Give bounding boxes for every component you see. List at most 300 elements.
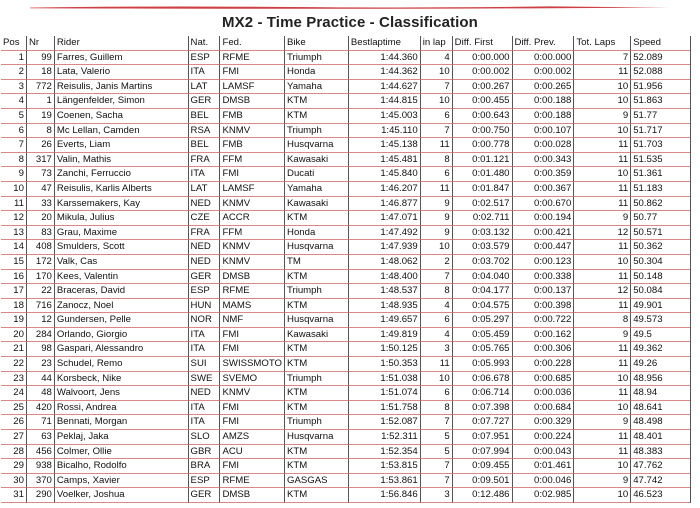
cell-diff-prev: 0:00.137 [512, 284, 574, 299]
cell-bestlaptime: 1:45.003 [348, 109, 420, 124]
table-row [1, 415, 700, 430]
cell-rider: Grau, Maxime [54, 226, 188, 241]
cell-pos: 19 [1, 313, 26, 328]
cell-nr: 938 [26, 459, 54, 474]
cell-pos: 8 [1, 153, 26, 168]
cell-fed: FMB [219, 138, 284, 153]
cell-rider: Gundersen, Pelle [54, 313, 188, 328]
cell-in-lap: 7 [420, 474, 452, 489]
header-rider: Rider [54, 36, 188, 51]
cell-diff-first: 0:00.000 [452, 51, 512, 66]
cell-nr: 47 [26, 182, 54, 197]
cell-tot-laps: 11 [573, 299, 630, 314]
cell-nat: FRA [188, 153, 220, 168]
cell-speed: 50.148 [630, 270, 690, 285]
cell-bestlaptime: 1:44.627 [348, 80, 420, 95]
cell-rider: Schudel, Remo [54, 357, 188, 372]
cell-rider: Bicalho, Rodolfo [54, 459, 188, 474]
cell-fed: DMSB [219, 270, 284, 285]
cell-pos: 6 [1, 124, 26, 139]
cell-bestlaptime: 1:51.074 [348, 386, 420, 401]
cell-nr: 172 [26, 255, 54, 270]
cell-diff-prev: 0:01.461 [512, 459, 574, 474]
cell-tot-laps: 11 [573, 445, 630, 460]
cell-rider: Voelker, Joshua [54, 488, 188, 503]
cell-diff-first: 0:03.132 [452, 226, 512, 241]
cell-diff-first: 0:12.486 [452, 488, 512, 503]
cell-pos: 27 [1, 430, 26, 445]
cell-nr: 8 [26, 124, 54, 139]
cell-diff-prev: 0:00.107 [512, 124, 574, 139]
cell-nr: 1 [26, 94, 54, 109]
cell-speed: 52.088 [630, 65, 690, 80]
header-fed: Fed. [219, 36, 284, 51]
cell-nr: 71 [26, 415, 54, 430]
cell-fed: AMZS [219, 430, 284, 445]
cell-nat: NED [188, 240, 220, 255]
cell-fed: LAMSF [219, 182, 284, 197]
cell-in-lap: 8 [420, 401, 452, 416]
cell-tot-laps: 9 [573, 415, 630, 430]
cell-nat: ESP [188, 51, 220, 66]
header-bike: Bike [284, 36, 348, 51]
cell-diff-first: 0:01.847 [452, 182, 512, 197]
cell-diff-first: 0:00.778 [452, 138, 512, 153]
cell-tot-laps: 9 [573, 474, 630, 489]
cell-diff-first: 0:07.398 [452, 401, 512, 416]
cell-diff-prev: 0:00.722 [512, 313, 574, 328]
row-tail [690, 270, 700, 285]
cell-bike: Husqvarna [284, 138, 348, 153]
table-row [1, 372, 700, 387]
cell-nr: 716 [26, 299, 54, 314]
cell-diff-first: 0:01.121 [452, 153, 512, 168]
cell-fed: KNMV [219, 197, 284, 212]
cell-rider: Bennati, Morgan [54, 415, 188, 430]
cell-nr: 284 [26, 328, 54, 343]
cell-bestlaptime: 1:53.815 [348, 459, 420, 474]
cell-diff-prev: 0:00.028 [512, 138, 574, 153]
cell-diff-first: 0:02.517 [452, 197, 512, 212]
header-nat: Nat. [188, 36, 220, 51]
table-row [1, 357, 700, 372]
cell-bestlaptime: 1:50.125 [348, 342, 420, 357]
cell-diff-first: 0:09.455 [452, 459, 512, 474]
cell-rider: Farres, Guillem [54, 51, 188, 66]
cell-speed: 48.401 [630, 430, 690, 445]
cell-rider: Zanchi, Ferruccio [54, 167, 188, 182]
row-tail [690, 167, 700, 182]
cell-in-lap: 11 [420, 357, 452, 372]
cell-in-lap: 10 [420, 240, 452, 255]
cell-diff-first: 0:09.501 [452, 474, 512, 489]
cell-fed: KNMV [219, 124, 284, 139]
cell-pos: 4 [1, 94, 26, 109]
cell-bestlaptime: 1:44.362 [348, 65, 420, 80]
cell-diff-prev: 0:00.188 [512, 94, 574, 109]
cell-nr: 20 [26, 211, 54, 226]
cell-tot-laps: 11 [573, 182, 630, 197]
cell-nr: 98 [26, 342, 54, 357]
cell-diff-prev: 0:00.670 [512, 197, 574, 212]
cell-fed: RFME [219, 284, 284, 299]
cell-bestlaptime: 1:44.815 [348, 94, 420, 109]
cell-rider: Peklaj, Jaka [54, 430, 188, 445]
cell-in-lap: 11 [420, 138, 452, 153]
cell-fed: FMI [219, 167, 284, 182]
cell-fed: MAMS [219, 299, 284, 314]
cell-in-lap: 5 [420, 430, 452, 445]
cell-in-lap: 4 [420, 328, 452, 343]
cell-nat: SWE [188, 372, 220, 387]
cell-nat: ITA [188, 328, 220, 343]
cell-diff-first: 0:04.177 [452, 284, 512, 299]
cell-in-lap: 3 [420, 342, 452, 357]
row-tail [690, 284, 700, 299]
row-tail [690, 138, 700, 153]
cell-rider: Korsbeck, Nike [54, 372, 188, 387]
cell-nr: 63 [26, 430, 54, 445]
cell-bestlaptime: 1:50.353 [348, 357, 420, 372]
row-tail [690, 357, 700, 372]
row-tail [690, 226, 700, 241]
cell-bestlaptime: 1:51.758 [348, 401, 420, 416]
cell-in-lap: 11 [420, 182, 452, 197]
cell-speed: 48.956 [630, 372, 690, 387]
cell-diff-first: 0:07.727 [452, 415, 512, 430]
table-row [1, 488, 700, 503]
header-bestlaptime: Bestlaptime [348, 36, 420, 51]
table-row [1, 386, 700, 401]
cell-diff-first: 0:04.040 [452, 270, 512, 285]
cell-nr: 48 [26, 386, 54, 401]
cell-fed: FMI [219, 342, 284, 357]
row-tail [690, 313, 700, 328]
cell-bike: Triumph [284, 124, 348, 139]
cell-in-lap: 6 [420, 109, 452, 124]
table-row [1, 51, 700, 66]
cell-bike: KTM [284, 386, 348, 401]
cell-fed: NMF [219, 313, 284, 328]
cell-speed: 50.571 [630, 226, 690, 241]
cell-rider: Gaspari, Alessandro [54, 342, 188, 357]
cell-speed: 51.863 [630, 94, 690, 109]
cell-bestlaptime: 1:49.819 [348, 328, 420, 343]
cell-bike: Yamaha [284, 182, 348, 197]
cell-pos: 10 [1, 182, 26, 197]
cell-diff-first: 0:00.002 [452, 65, 512, 80]
cell-fed: RFME [219, 474, 284, 489]
cell-diff-prev: 0:00.188 [512, 109, 574, 124]
cell-bike: Ducati [284, 167, 348, 182]
cell-nr: 22 [26, 284, 54, 299]
cell-tot-laps: 11 [573, 342, 630, 357]
cell-speed: 51.956 [630, 80, 690, 95]
cell-diff-first: 0:07.994 [452, 445, 512, 460]
cell-bestlaptime: 1:56.846 [348, 488, 420, 503]
cell-diff-first: 0:05.993 [452, 357, 512, 372]
row-tail [690, 328, 700, 343]
cell-bestlaptime: 1:46.877 [348, 197, 420, 212]
cell-bike: KTM [284, 445, 348, 460]
cell-rider: Smulders, Scott [54, 240, 188, 255]
table-row [1, 255, 700, 270]
cell-in-lap: 9 [420, 226, 452, 241]
cell-bestlaptime: 1:47.071 [348, 211, 420, 226]
table-body [1, 51, 700, 503]
cell-rider: Camps, Xavier [54, 474, 188, 489]
cell-tot-laps: 11 [573, 197, 630, 212]
cell-tot-laps: 9 [573, 328, 630, 343]
cell-rider: Lata, Valerio [54, 65, 188, 80]
cell-pos: 11 [1, 197, 26, 212]
header-pos: Pos [1, 36, 26, 51]
table-row [1, 445, 700, 460]
row-tail [690, 299, 700, 314]
cell-bike: KTM [284, 270, 348, 285]
cell-diff-prev: 0:00.162 [512, 328, 574, 343]
row-tail [690, 430, 700, 445]
header-nr: Nr [26, 36, 54, 51]
cell-bike: GASGAS [284, 474, 348, 489]
row-tail [690, 459, 700, 474]
table-row [1, 328, 700, 343]
cell-nat: NED [188, 197, 220, 212]
cell-pos: 24 [1, 386, 26, 401]
row-tail [690, 474, 700, 489]
cell-nat: ESP [188, 474, 220, 489]
cell-fed: KNMV [219, 255, 284, 270]
table-row [1, 182, 700, 197]
cell-nr: 26 [26, 138, 54, 153]
cell-nr: 44 [26, 372, 54, 387]
cell-speed: 50.304 [630, 255, 690, 270]
cell-nat: RSA [188, 124, 220, 139]
table-row [1, 299, 700, 314]
cell-nr: 73 [26, 167, 54, 182]
cell-tot-laps: 11 [573, 430, 630, 445]
cell-rider: Karssemakers, Kay [54, 197, 188, 212]
row-tail [690, 182, 700, 197]
cell-speed: 49.901 [630, 299, 690, 314]
cell-nat: NED [188, 386, 220, 401]
cell-nat: NED [188, 255, 220, 270]
cell-diff-prev: 0:00.421 [512, 226, 574, 241]
cell-diff-prev: 0:00.194 [512, 211, 574, 226]
cell-in-lap: 7 [420, 270, 452, 285]
table-row [1, 167, 700, 182]
cell-rider: Valin, Mathis [54, 153, 188, 168]
cell-fed: RFME [219, 51, 284, 66]
cell-fed: FMI [219, 415, 284, 430]
cell-fed: FMI [219, 328, 284, 343]
cell-pos: 7 [1, 138, 26, 153]
cell-tot-laps: 11 [573, 138, 630, 153]
row-tail [690, 445, 700, 460]
cell-diff-first: 0:00.267 [452, 80, 512, 95]
header-brush-stroke [30, 4, 670, 10]
cell-nat: CZE [188, 211, 220, 226]
cell-fed: KNMV [219, 386, 284, 401]
cell-bike: KTM [284, 357, 348, 372]
row-tail [690, 488, 700, 503]
cell-diff-prev: 0:00.447 [512, 240, 574, 255]
cell-fed: ACU [219, 445, 284, 460]
cell-diff-prev: 0:00.123 [512, 255, 574, 270]
cell-pos: 28 [1, 445, 26, 460]
cell-nr: 317 [26, 153, 54, 168]
table-row [1, 459, 700, 474]
cell-nr: 23 [26, 357, 54, 372]
cell-tot-laps: 11 [573, 386, 630, 401]
table-row [1, 80, 700, 95]
cell-diff-prev: 0:00.338 [512, 270, 574, 285]
cell-rider: Längenfelder, Simon [54, 94, 188, 109]
cell-pos: 14 [1, 240, 26, 255]
cell-diff-first: 0:01.480 [452, 167, 512, 182]
cell-in-lap: 7 [420, 459, 452, 474]
cell-bestlaptime: 1:45.110 [348, 124, 420, 139]
cell-diff-first: 0:05.459 [452, 328, 512, 343]
cell-bike: Kawasaki [284, 197, 348, 212]
cell-tot-laps: 12 [573, 226, 630, 241]
cell-bestlaptime: 1:48.062 [348, 255, 420, 270]
cell-bike: Husqvarna [284, 430, 348, 445]
cell-in-lap: 3 [420, 488, 452, 503]
table-row [1, 270, 700, 285]
cell-bestlaptime: 1:49.657 [348, 313, 420, 328]
row-tail [690, 401, 700, 416]
cell-nat: GBR [188, 445, 220, 460]
table-row [1, 474, 700, 489]
cell-diff-prev: 0:00.265 [512, 80, 574, 95]
cell-fed: LAMSF [219, 80, 284, 95]
cell-speed: 51.361 [630, 167, 690, 182]
cell-diff-first: 0:06.714 [452, 386, 512, 401]
cell-bestlaptime: 1:47.939 [348, 240, 420, 255]
cell-rider: Reisulis, Karlis Alberts [54, 182, 188, 197]
cell-nr: 456 [26, 445, 54, 460]
cell-nat: ITA [188, 342, 220, 357]
cell-bike: Triumph [284, 284, 348, 299]
cell-in-lap: 7 [420, 80, 452, 95]
cell-tot-laps: 10 [573, 459, 630, 474]
cell-in-lap: 7 [420, 415, 452, 430]
cell-diff-first: 0:00.455 [452, 94, 512, 109]
cell-speed: 50.77 [630, 211, 690, 226]
cell-diff-first: 0:00.750 [452, 124, 512, 139]
cell-nat: ITA [188, 415, 220, 430]
cell-pos: 2 [1, 65, 26, 80]
table-row [1, 211, 700, 226]
cell-speed: 47.742 [630, 474, 690, 489]
cell-tot-laps: 12 [573, 284, 630, 299]
page-title: MX2 - Time Practice - Classification [222, 14, 478, 31]
cell-bestlaptime: 1:45.138 [348, 138, 420, 153]
cell-bestlaptime: 1:46.207 [348, 182, 420, 197]
cell-pos: 12 [1, 211, 26, 226]
cell-in-lap: 9 [420, 197, 452, 212]
cell-fed: SVEMO [219, 372, 284, 387]
header-tot-laps: Tot. Laps [573, 36, 630, 51]
cell-fed: ACCR [219, 211, 284, 226]
cell-diff-first: 0:06.678 [452, 372, 512, 387]
cell-pos: 15 [1, 255, 26, 270]
cell-speed: 51.535 [630, 153, 690, 168]
cell-bestlaptime: 1:52.311 [348, 430, 420, 445]
cell-nat: SLO [188, 430, 220, 445]
cell-speed: 46.523 [630, 488, 690, 503]
cell-fed: FMI [219, 401, 284, 416]
row-tail [690, 240, 700, 255]
cell-bestlaptime: 1:48.935 [348, 299, 420, 314]
cell-rider: Coenen, Sacha [54, 109, 188, 124]
cell-fed: FMB [219, 109, 284, 124]
cell-bestlaptime: 1:45.840 [348, 167, 420, 182]
cell-diff-first: 0:05.765 [452, 342, 512, 357]
cell-bike: KTM [284, 459, 348, 474]
row-tail [690, 153, 700, 168]
cell-tot-laps: 10 [573, 255, 630, 270]
cell-in-lap: 2 [420, 255, 452, 270]
cell-bike: Yamaha [284, 80, 348, 95]
cell-rider: Colmer, Ollie [54, 445, 188, 460]
cell-in-lap: 10 [420, 372, 452, 387]
cell-speed: 49.26 [630, 357, 690, 372]
cell-nr: 33 [26, 197, 54, 212]
row-tail [690, 109, 700, 124]
cell-pos: 31 [1, 488, 26, 503]
cell-nr: 99 [26, 51, 54, 66]
cell-nat: ESP [188, 284, 220, 299]
header-diff-prev: Diff. Prev. [512, 36, 574, 51]
cell-nat: SUI [188, 357, 220, 372]
header-tail [690, 36, 700, 51]
table-row [1, 153, 700, 168]
cell-pos: 16 [1, 270, 26, 285]
cell-rider: Everts, Liam [54, 138, 188, 153]
cell-nat: GER [188, 488, 220, 503]
table-row [1, 240, 700, 255]
cell-tot-laps: 11 [573, 270, 630, 285]
cell-diff-prev: 0:00.398 [512, 299, 574, 314]
cell-pos: 17 [1, 284, 26, 299]
table-row [1, 109, 700, 124]
cell-tot-laps: 10 [573, 488, 630, 503]
cell-diff-first: 0:03.702 [452, 255, 512, 270]
cell-bestlaptime: 1:52.354 [348, 445, 420, 460]
cell-pos: 23 [1, 372, 26, 387]
cell-nr: 772 [26, 80, 54, 95]
cell-nr: 19 [26, 109, 54, 124]
cell-diff-prev: 0:00.359 [512, 167, 574, 182]
cell-bike: KTM [284, 342, 348, 357]
cell-nat: ITA [188, 65, 220, 80]
cell-nr: 420 [26, 401, 54, 416]
cell-in-lap: 4 [420, 299, 452, 314]
row-tail [690, 197, 700, 212]
cell-pos: 22 [1, 357, 26, 372]
row-tail [690, 94, 700, 109]
cell-speed: 51.77 [630, 109, 690, 124]
row-tail [690, 211, 700, 226]
cell-bike: Honda [284, 226, 348, 241]
row-tail [690, 386, 700, 401]
cell-pos: 25 [1, 401, 26, 416]
cell-speed: 48.641 [630, 401, 690, 416]
header-diff-first: Diff. First [452, 36, 512, 51]
cell-rider: Orlando, Giorgio [54, 328, 188, 343]
